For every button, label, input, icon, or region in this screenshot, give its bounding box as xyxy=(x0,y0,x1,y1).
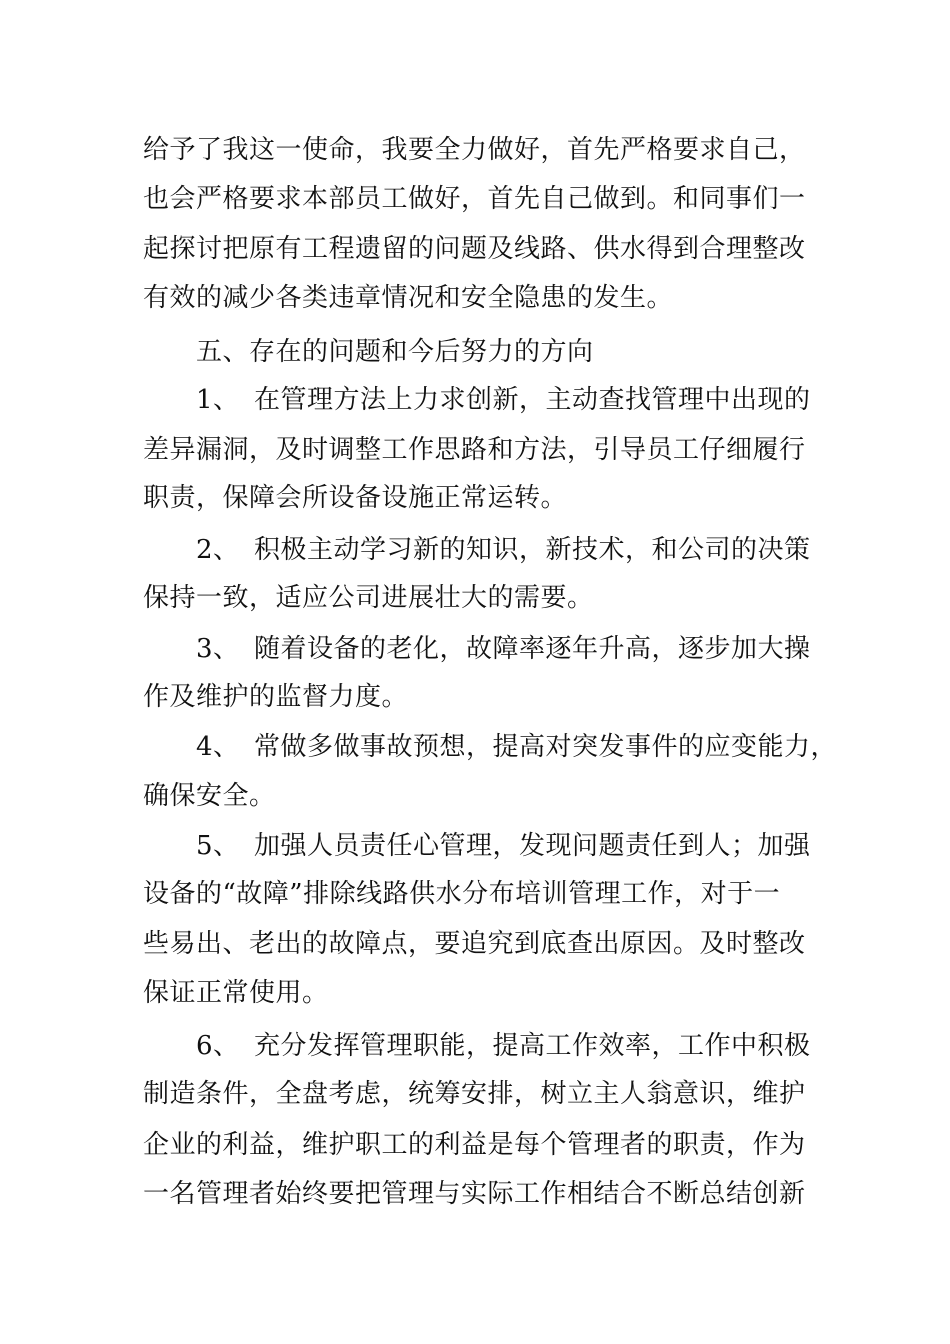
list-item-text: 积极主动学习新的知识，新技术，和公司的决策 xyxy=(254,535,811,565)
list-item-number: 6、 xyxy=(196,1031,240,1061)
list-item-line: 职责，保障会所设备设施正常运转。 xyxy=(143,483,568,513)
list-item-number: 2、 xyxy=(196,535,240,565)
list-item-3 xyxy=(196,632,811,666)
section-heading: 五、存在的问题和今后努力的方向 xyxy=(196,337,594,367)
paragraph-line: 起探讨把原有工程遗留的问题及线路、供水得到合理整改 xyxy=(143,234,806,264)
list-item-6 xyxy=(196,1029,811,1063)
list-item-line: 作及维护的监督力度。 xyxy=(143,682,409,712)
list-item-line: 保持一致，适应公司进展壮大的需要。 xyxy=(143,583,594,613)
list-item-1 xyxy=(196,383,811,417)
list-item-line: 些易出、老出的故障点，要追究到底查出原因。及时整改 xyxy=(143,929,806,959)
list-item-line: 确保安全。 xyxy=(143,781,276,811)
list-item-line: 设备的“故障”排除线路供水分布培训管理工作，对于一 xyxy=(143,879,781,909)
list-item-text: 随着设备的老化，故障率逐年升高，逐步加大操 xyxy=(254,634,811,664)
list-item-5 xyxy=(196,829,811,863)
list-item-text: 加强人员责任心管理，发现问题责任到人；加强 xyxy=(254,831,811,861)
list-item-number: 1、 xyxy=(196,385,240,415)
list-item-line: 企业的利益，维护职工的利益是每个管理者的职责，作为 xyxy=(143,1130,806,1160)
list-item-line: 差异漏洞，及时调整工作思路和方法，引导员工仔细履行 xyxy=(143,435,806,465)
list-item-text: 在管理方法上力求创新，主动查找管理中出现的 xyxy=(254,385,811,415)
paragraph-line: 有效的减少各类违章情况和安全隐患的发生。 xyxy=(143,283,674,313)
paragraph-line: 给予了我这一使命，我要全力做好，首先严格要求自己， xyxy=(143,135,806,165)
list-item-number: 4、 xyxy=(196,732,240,762)
list-item-text: 常做多做事故预想，提高对突发事件的应变能力， xyxy=(254,732,838,762)
list-item-number: 5、 xyxy=(196,831,240,861)
list-item-number: 3、 xyxy=(196,634,240,664)
list-item-line: 保证正常使用。 xyxy=(143,978,329,1008)
list-item-text: 充分发挥管理职能，提高工作效率，工作中积极 xyxy=(254,1031,811,1061)
list-item-4 xyxy=(196,730,837,764)
list-item-line: 制造条件，全盘考虑，统筹安排，树立主人翁意识，维护 xyxy=(143,1079,806,1109)
paragraph-line: 也会严格要求本部员工做好，首先自己做到。和同事们一 xyxy=(143,184,806,214)
list-item-2 xyxy=(196,533,811,567)
list-item-line: 一名管理者始终要把管理与实际工作相结合不断总结创新 xyxy=(143,1179,806,1209)
